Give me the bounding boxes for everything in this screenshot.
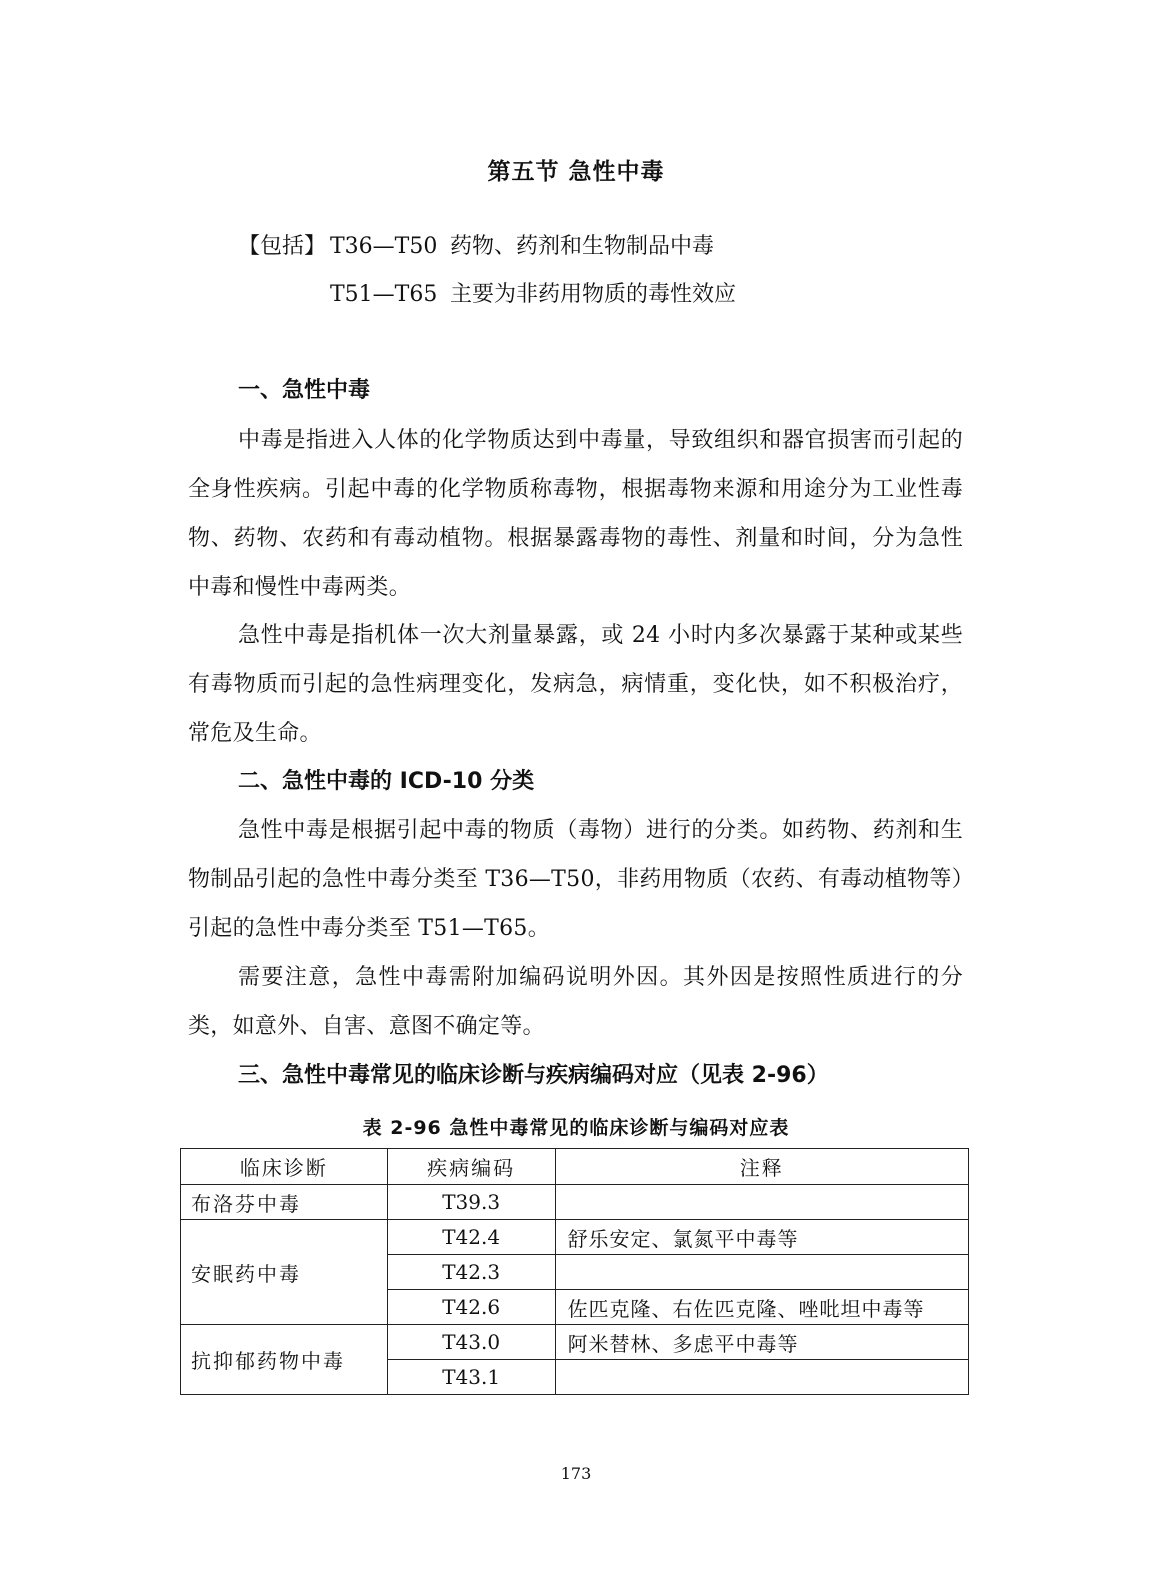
header-diagnosis: 临床诊断 (181, 1149, 388, 1185)
note-cell (555, 1185, 968, 1220)
includes-code-1: T36—T50 (330, 234, 438, 259)
note-cell (555, 1360, 968, 1395)
paragraph-4: 需要注意，急性中毒需附加编码说明外因。其外因是按照性质进行的分类，如意外、自害、意图不确定等。 (188, 965, 963, 1039)
paragraph-1: 中毒是指进入人体的化学物质达到中毒量，导致组织和器官损害而引起的全身性疾病。引起中毒的化学物质称毒物，根据毒物来源和用途分为工业性毒物、药物、农药和有毒动植物。根据暴露毒物的毒性、剂量和时间，分为急性中毒和慢性中毒两类。 (188, 428, 963, 600)
code-cell: T39.3 (387, 1185, 555, 1220)
diagnosis-cell: 抗抑郁药物中毒 (181, 1325, 388, 1395)
code-cell: T42.6 (387, 1290, 555, 1325)
heading-1: 一、急性中毒 (238, 378, 371, 403)
includes-desc-2: 主要为非药用物质的毒性效应 (450, 282, 737, 307)
code-cell: T42.4 (387, 1220, 555, 1255)
table-row (181, 1325, 969, 1360)
diagnosis-cell: 布洛芬中毒 (181, 1185, 388, 1220)
page-number: 173 (560, 1464, 592, 1483)
note-cell (555, 1255, 968, 1290)
note-cell: 舒乐安定、氯氮平中毒等 (555, 1220, 968, 1255)
code-cell: T42.3 (387, 1255, 555, 1290)
header-note: 注释 (555, 1149, 968, 1185)
code-cell: T43.1 (387, 1360, 555, 1395)
heading-2: 二、急性中毒的 ICD-10 分类 (238, 769, 535, 794)
paragraph-2: 急性中毒是指机体一次大剂量暴露，或 24 小时内多次暴露于某种或某些有毒物质而引起的急性病理变化，发病急，病情重，变化快，如不积极治疗，常危及生命。 (188, 623, 963, 746)
includes-label: 【包括】 (238, 234, 327, 259)
note-cell: 阿米替林、多虑平中毒等 (555, 1325, 968, 1360)
table-row (181, 1185, 969, 1220)
table-caption: 表 2-96 急性中毒常见的临床诊断与编码对应表 (362, 1117, 790, 1139)
code-cell: T43.0 (387, 1325, 555, 1360)
table-row (181, 1220, 969, 1255)
note-cell: 佐匹克隆、右佐匹克隆、唑吡坦中毒等 (555, 1290, 968, 1325)
diagnosis-cell: 安眠药中毒 (181, 1220, 388, 1325)
includes-desc-1: 药物、药剂和生物制品中毒 (450, 234, 715, 259)
includes-line-1 (238, 232, 714, 262)
paragraph-3: 急性中毒是根据引起中毒的物质（毒物）进行的分类。如药物、药剂和生物制品引起的急性中毒分类至 T36—T50，非药用物质（农药、有毒动植物等）引起的急性中毒分类至 T51—T65。 (188, 818, 963, 941)
diagnosis-code-table (180, 1148, 969, 1395)
section-title: 第五节 急性中毒 (487, 159, 665, 185)
table-header-row (181, 1149, 969, 1185)
includes-line-2 (330, 280, 736, 310)
header-code: 疾病编码 (387, 1149, 555, 1185)
heading-3: 三、急性中毒常见的临床诊断与疾病编码对应（见表 2-96） (238, 1063, 829, 1088)
includes-code-2: T51—T65 (330, 282, 438, 307)
